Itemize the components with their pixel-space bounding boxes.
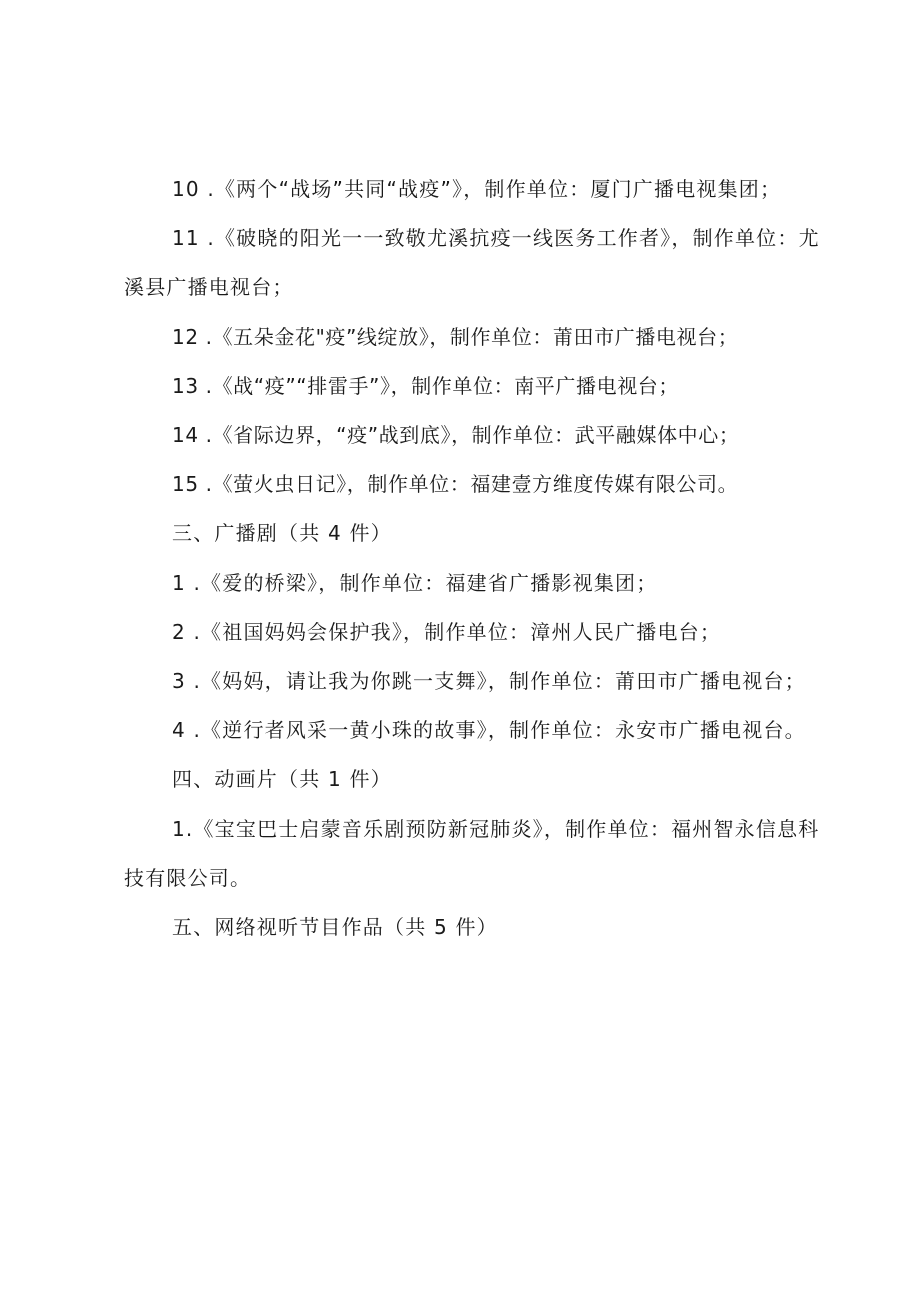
list-item-14: 14 .《省际边界，“疫”战到底》，制作单位：武平融媒体中心； <box>172 423 740 448</box>
list-item-10: 10 .《两个“战场”共同“战疫”》，制作单位：厦门广播电视集团； <box>172 177 782 201</box>
document-body <box>124 165 824 952</box>
list-item-radio-3: 3 .《妈妈，请让我为你跳一支舞》，制作单位：莆田市广播电视台； <box>172 669 806 694</box>
section-heading-online-av: 五、网络视听节目作品（共 5 件） <box>172 915 498 940</box>
section-heading-animation: 四、动画片（共 1 件） <box>172 767 392 792</box>
list-item-11: 11 .《破晓的阳光一一致敬尤溪抗疫一线医务工作者》，制作单位：尤溪县广播电视台； <box>124 226 820 300</box>
list-item-radio-2: 2 .《祖国妈妈会保护我》，制作单位：漳州人民广播电台； <box>172 619 722 644</box>
section-heading-radio-drama: 三、广播剧（共 4 件） <box>172 521 392 546</box>
list-item-radio-1: 1 .《爱的桥梁》，制作单位：福建省广播影视集团； <box>172 570 658 595</box>
list-item-13: 13 .《战“疫”“排雷手”》，制作单位：南平广播电视台； <box>172 373 680 398</box>
list-item-animation-1: 1.《宝宝巴士启蒙音乐剧预防新冠肺炎》，制作单位：福州智永信息科技有限公司。 <box>124 816 820 890</box>
list-item-radio-4: 4 .《逆行者风采一黄小珠的故事》，制作单位：永安市广播电视台。 <box>172 718 806 743</box>
list-item-15: 15 .《萤火虫日记》，制作单位：福建壹方维度传媒有限公司。 <box>172 472 739 497</box>
list-item-12: 12 .《五朵金花"疫”线绽放》，制作单位：莆田市广播电视台； <box>172 324 739 349</box>
